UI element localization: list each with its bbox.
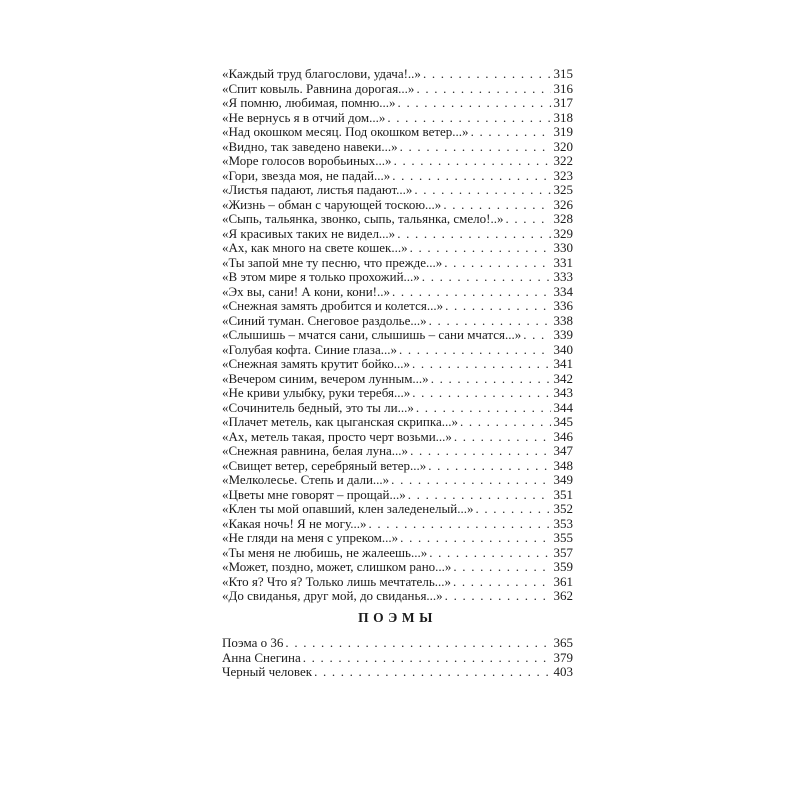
toc-entry-title: «Сочинитель бедный, это ты ли...» (222, 399, 414, 415)
dot-leader (387, 111, 550, 126)
toc-entry-page-number: 322 (553, 153, 573, 168)
toc-entry-page-number: 403 (553, 664, 573, 679)
toc-entry-title: «Снежная замять дробится и колется...» (222, 298, 444, 313)
dot-leader (400, 531, 550, 546)
toc-entry-page-number: 352 (553, 501, 573, 516)
dot-leader (397, 227, 550, 242)
dot-leader (444, 256, 550, 271)
dot-leader (445, 589, 551, 604)
toc-entry-page-number: 330 (553, 240, 573, 255)
dot-leader (412, 386, 550, 401)
toc-entry-page-number: 362 (553, 588, 573, 603)
toc-entry-page-number: 325 (553, 182, 573, 197)
toc-entry-page-number: 323 (553, 167, 573, 183)
toc-entry (222, 589, 573, 604)
toc-entry-title: «До свиданья, друг мой, до свиданья...» (222, 588, 443, 603)
dot-leader (471, 125, 551, 140)
toc-entry-page-number: 346 (553, 428, 573, 444)
toc-entry-title: «Свищет ветер, серебряный ветер...» (222, 457, 427, 473)
dot-leader (445, 299, 550, 314)
toc-entry (222, 444, 573, 459)
dot-leader (443, 198, 550, 213)
toc-entry (222, 67, 573, 82)
toc-entry-page-number: 340 (553, 341, 573, 357)
toc-entry-title: «Спит ковыль. Равнина дорогая...» (222, 80, 415, 96)
toc-entry-title: «Видно, так заведено навеки...» (222, 138, 398, 154)
toc-entry (222, 241, 573, 256)
toc-entry-title: «Сыпь, тальянка, звонко, сыпь, тальянка, смело!..» (222, 211, 504, 226)
toc-entry (222, 328, 573, 343)
toc-entry (222, 343, 573, 358)
dot-leader (429, 314, 551, 329)
toc-entry-title: «Клен ты мой опавший, клен заледенелый...» (222, 501, 474, 516)
toc-entry-title: «Жизнь – обман с чарующей тоскою...» (222, 196, 442, 212)
section-header-poems: ПОЭМЫ (358, 610, 437, 625)
dot-leader (398, 96, 551, 111)
toc-entry-title: «Мелколесье. Степь и дали...» (222, 472, 390, 487)
toc-entry (222, 473, 573, 488)
toc-entry (222, 430, 573, 445)
toc-entry-title: «Ты меня не любишь, не жалеешь...» (222, 544, 428, 560)
toc-entry-title: «Плачет метель, как цыганская скрипка...» (222, 414, 458, 429)
toc-entry-page-number: 361 (553, 573, 573, 589)
toc-entry (222, 560, 573, 575)
toc-entry (222, 227, 573, 242)
toc-entry (222, 575, 573, 590)
toc-entry-title: «Голубая кофта. Синие глаза...» (222, 341, 397, 357)
toc-entry-title: Анна Снегина (222, 649, 301, 665)
toc-entry (222, 299, 573, 314)
toc-entry-page-number: 379 (553, 649, 573, 665)
toc-entry-title: «Не криви улыбку, руки теребя...» (222, 385, 411, 400)
toc-entry (222, 183, 573, 198)
dot-leader (285, 636, 550, 651)
toc-entry (222, 517, 573, 532)
dot-leader (453, 560, 550, 575)
toc-entry-page-number: 341 (553, 356, 573, 371)
toc-entry-page-number: 344 (553, 399, 573, 415)
toc-entry-page-number: 329 (553, 225, 573, 241)
toc-entry-page-number: 353 (553, 515, 573, 531)
toc-entry-page-number: 359 (553, 559, 573, 574)
toc-poems-list (222, 636, 573, 680)
dot-leader (429, 546, 550, 561)
toc-entry (222, 546, 573, 561)
toc-entry-page-number: 345 (553, 414, 573, 429)
toc-entry (222, 372, 573, 387)
toc-entry-page-number: 338 (553, 312, 573, 328)
toc-entry (222, 285, 573, 300)
dot-leader (412, 357, 551, 372)
toc-entry-page-number: 343 (553, 385, 573, 400)
toc-entry-page-number: 315 (553, 66, 573, 81)
toc-entry (222, 357, 573, 372)
dot-leader (391, 473, 550, 488)
toc-entry (222, 651, 573, 666)
toc-entry (222, 198, 573, 213)
toc-entry-page-number: 318 (553, 109, 573, 125)
toc-entry (222, 96, 573, 111)
toc-entry (222, 169, 573, 184)
toc-entry-title: «Ах, как много на свете кошек...» (222, 240, 408, 255)
toc-entry-title: «Каждый труд благослови, удача!..» (222, 66, 421, 81)
toc-entry-title: «Синий туман. Снеговое раздолье...» (222, 312, 427, 328)
dot-leader (314, 665, 550, 680)
toc-entry-title: «Я помню, любимая, помню...» (222, 95, 396, 110)
toc-entry-page-number: 365 (553, 635, 573, 650)
toc-entry (222, 212, 573, 227)
dot-leader (408, 488, 551, 503)
toc-entry (222, 665, 573, 680)
toc-entry (222, 125, 573, 140)
toc-entry (222, 459, 573, 474)
toc-entry-title: «Вечером синим, вечером лунным...» (222, 370, 429, 386)
dot-leader (454, 430, 551, 445)
toc-entry (222, 256, 573, 271)
toc-entry-title: «Листья падают, листья падают...» (222, 182, 413, 197)
toc-entry-title: «Снежная замять крутит бойко...» (222, 356, 410, 371)
toc-entry (222, 82, 573, 97)
dot-leader (392, 285, 550, 300)
dot-leader (475, 502, 550, 517)
toc-entry (222, 140, 573, 155)
dot-leader (410, 444, 550, 459)
toc-entry-title: «Над окошком месяц. Под окошком ветер...» (222, 124, 469, 139)
toc-entry-title: «Какая ночь! Я не могу...» (222, 515, 367, 531)
toc-entry-title: «Слышишь – мчатся сани, слышишь – сани мчатся...» (222, 327, 522, 342)
toc-entry-title: «Гори, звезда моя, не падай...» (222, 167, 391, 183)
toc-entry-title: «Эх вы, сани! А кони, кони!..» (222, 283, 391, 299)
toc-entry-title: «Ты запой мне ту песню, что прежде...» (222, 254, 443, 270)
dot-leader (400, 140, 551, 155)
toc-entry-title: «Ах, метель такая, просто черт возьми...» (222, 428, 452, 444)
toc-entry-title: «Море голосов воробьиных...» (222, 153, 392, 168)
toc-entry-title: «Не вернусь я в отчий дом...» (222, 109, 386, 125)
toc-entry-page-number: 316 (553, 80, 573, 96)
toc-entry-page-number: 317 (553, 95, 573, 110)
toc-entry-title: «Цветы мне говорят – прощай...» (222, 486, 406, 502)
dot-leader (506, 212, 551, 227)
toc-entry (222, 401, 573, 416)
toc-entry-page-number: 349 (553, 472, 573, 487)
toc-entry-page-number: 355 (553, 530, 573, 545)
toc-entry-title: «Может, поздно, может, слишком рано...» (222, 559, 452, 574)
toc-entry-page-number: 319 (553, 124, 573, 139)
toc-entry-title: «Снежная равнина, белая луна...» (222, 443, 409, 458)
toc-entry-page-number: 333 (553, 269, 573, 284)
toc-entry-title: Черный человек (222, 664, 313, 679)
dot-leader (453, 575, 551, 590)
toc-entry-title: «Я красивых таких не видел...» (222, 225, 396, 241)
toc-entry (222, 314, 573, 329)
toc-entry-title: «В этом мире я только прохожий...» (222, 269, 420, 284)
toc-main-list (222, 67, 573, 604)
dot-leader (392, 169, 550, 184)
toc-entry-page-number: 336 (553, 298, 573, 313)
toc-entry-page-number: 347 (553, 443, 573, 458)
dot-leader (431, 372, 551, 387)
dot-leader (416, 82, 550, 97)
toc-entry (222, 386, 573, 401)
toc-entry-title: Поэма о 36 (222, 635, 284, 650)
dot-leader (523, 328, 550, 343)
toc-entry-title: «Не гляди на меня с упреком...» (222, 530, 399, 545)
dot-leader (423, 67, 551, 82)
toc-entry-page-number: 348 (553, 457, 573, 473)
toc-entry (222, 154, 573, 169)
toc-entry-page-number: 326 (553, 196, 573, 212)
dot-leader (368, 517, 550, 532)
toc-entry-page-number: 339 (553, 327, 573, 342)
toc-entry (222, 111, 573, 126)
dot-leader (414, 183, 550, 198)
dot-leader (460, 415, 551, 430)
toc-entry-page-number: 320 (553, 138, 573, 154)
toc-entry-title: «Кто я? Что я? Только лишь мечтатель...» (222, 573, 451, 589)
dot-leader (394, 154, 551, 169)
toc-entry (222, 531, 573, 546)
toc-entry (222, 270, 573, 285)
toc-entry-page-number: 334 (553, 283, 573, 299)
toc-entry-page-number: 357 (553, 544, 573, 560)
dot-leader (422, 270, 551, 285)
toc-entry-page-number: 331 (553, 254, 573, 270)
dot-leader (303, 651, 551, 666)
toc-entry-page-number: 351 (553, 486, 573, 502)
toc-entry (222, 502, 573, 517)
toc-entry (222, 488, 573, 503)
toc-entry-page-number: 342 (553, 370, 573, 386)
dot-leader (428, 459, 550, 474)
dot-leader (410, 241, 551, 256)
dot-leader (416, 401, 551, 416)
toc-entry (222, 415, 573, 430)
dot-leader (399, 343, 551, 358)
toc-entry-page-number: 328 (553, 211, 573, 226)
toc-entry (222, 636, 573, 651)
